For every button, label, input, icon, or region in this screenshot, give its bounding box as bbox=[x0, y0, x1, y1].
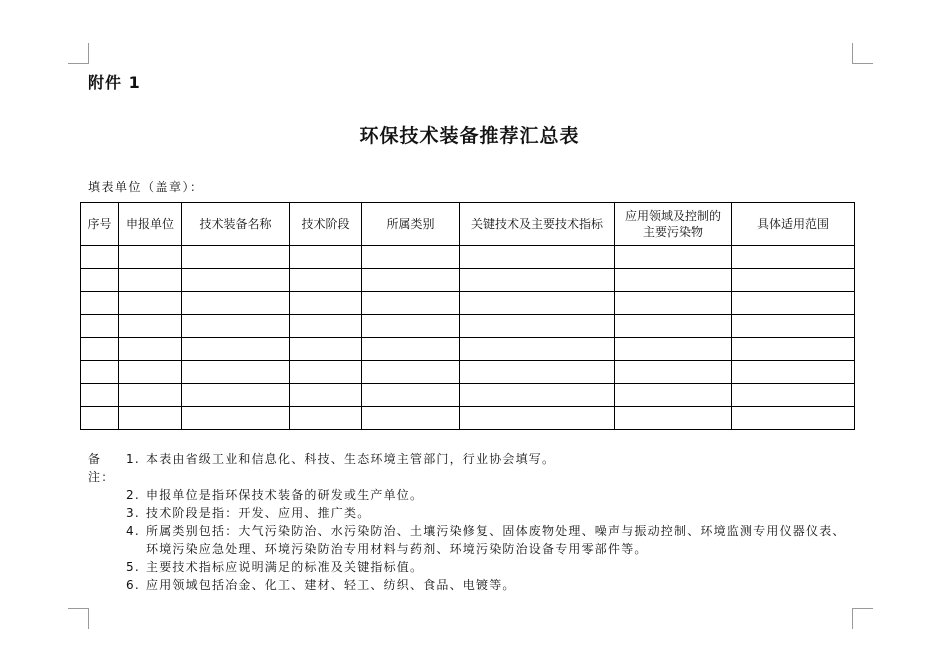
note-item bbox=[88, 504, 858, 522]
table-cell bbox=[81, 338, 119, 361]
table-cell bbox=[81, 407, 119, 430]
table-cell bbox=[290, 246, 362, 269]
table-cell bbox=[81, 269, 119, 292]
table-cell bbox=[732, 315, 855, 338]
table-cell bbox=[615, 292, 732, 315]
table-cell bbox=[615, 384, 732, 407]
note-number: 2. bbox=[126, 488, 140, 502]
note-text: 应用领域包括冶金、化工、建材、轻工、纺织、食品、电镀等。 bbox=[146, 578, 516, 592]
table-cell bbox=[119, 315, 182, 338]
table-cell bbox=[460, 338, 615, 361]
header-cell-scope: 具体适用范围 bbox=[732, 203, 855, 246]
table-header-row bbox=[81, 203, 855, 246]
table-cell bbox=[119, 269, 182, 292]
note-item bbox=[88, 558, 858, 576]
table-cell bbox=[290, 361, 362, 384]
table-cell bbox=[460, 269, 615, 292]
table-cell bbox=[119, 338, 182, 361]
table-cell bbox=[732, 246, 855, 269]
note-text: 本表由省级工业和信息化、科技、生态环境主管部门，行业协会填写。 bbox=[146, 452, 556, 466]
table-cell bbox=[732, 338, 855, 361]
table-cell bbox=[362, 407, 460, 430]
page-corner-mark-top-left bbox=[68, 43, 89, 64]
table-row bbox=[81, 246, 855, 269]
table-cell bbox=[732, 269, 855, 292]
table-cell bbox=[290, 338, 362, 361]
table-cell bbox=[81, 315, 119, 338]
attachment-label: 附件 1 bbox=[88, 73, 141, 92]
page-corner-mark-bottom-left bbox=[68, 608, 89, 629]
table-cell bbox=[290, 407, 362, 430]
table-cell bbox=[615, 315, 732, 338]
header-cell-index: 序号 bbox=[81, 203, 119, 246]
table-cell bbox=[615, 338, 732, 361]
table-cell bbox=[290, 384, 362, 407]
table-cell bbox=[182, 246, 290, 269]
note-item bbox=[88, 522, 858, 558]
table-row bbox=[81, 384, 855, 407]
table-cell bbox=[182, 292, 290, 315]
header-cell-tech-stage: 技术阶段 bbox=[290, 203, 362, 246]
note-item bbox=[88, 576, 858, 594]
summary-table bbox=[80, 202, 855, 430]
note-number: 4. bbox=[126, 524, 140, 538]
table-cell bbox=[290, 292, 362, 315]
note-text: 主要技术指标应说明满足的标准及关键指标值。 bbox=[146, 560, 424, 574]
table-cell bbox=[182, 361, 290, 384]
table-cell bbox=[460, 407, 615, 430]
note-text: 技术阶段是指：开发、应用、推广类。 bbox=[146, 506, 371, 520]
table-cell bbox=[182, 384, 290, 407]
table-cell bbox=[290, 269, 362, 292]
table-row bbox=[81, 269, 855, 292]
table-row bbox=[81, 361, 855, 384]
table-row bbox=[81, 407, 855, 430]
table-cell bbox=[81, 246, 119, 269]
note-number: 5. bbox=[126, 560, 140, 574]
note-number: 3. bbox=[126, 506, 140, 520]
note-number: 6. bbox=[126, 578, 140, 592]
table-row bbox=[81, 292, 855, 315]
table-cell bbox=[732, 407, 855, 430]
page-corner-mark-top-right bbox=[852, 43, 873, 64]
table-cell bbox=[732, 361, 855, 384]
table-cell bbox=[119, 246, 182, 269]
table-cell bbox=[615, 269, 732, 292]
header-cell-key-tech: 关键技术及主要技术指标 bbox=[460, 203, 615, 246]
table-cell bbox=[460, 384, 615, 407]
table-cell bbox=[460, 361, 615, 384]
table-cell bbox=[615, 246, 732, 269]
table-cell bbox=[362, 292, 460, 315]
table-cell bbox=[615, 361, 732, 384]
header-cell-applicant: 申报单位 bbox=[119, 203, 182, 246]
table-row bbox=[81, 338, 855, 361]
note-item bbox=[88, 450, 858, 486]
note-number: 1. bbox=[126, 452, 140, 466]
table-cell bbox=[460, 315, 615, 338]
table-cell bbox=[182, 338, 290, 361]
table-cell bbox=[119, 384, 182, 407]
table-cell bbox=[182, 407, 290, 430]
table-cell bbox=[182, 315, 290, 338]
table-cell bbox=[460, 292, 615, 315]
table-cell bbox=[119, 292, 182, 315]
note-text: 申报单位是指环保技术装备的研发或生产单位。 bbox=[146, 488, 424, 502]
table-cell bbox=[81, 384, 119, 407]
header-cell-application-field: 应用领域及控制的主要污染物 bbox=[615, 203, 732, 246]
table-cell bbox=[732, 292, 855, 315]
notes-lead-label: 备注： bbox=[88, 452, 115, 484]
table-cell bbox=[81, 292, 119, 315]
page-title: 环保技术装备推荐汇总表 bbox=[359, 125, 580, 147]
table-cell bbox=[615, 407, 732, 430]
notes-section bbox=[88, 450, 858, 594]
table-cell bbox=[362, 384, 460, 407]
table-cell bbox=[119, 361, 182, 384]
table-row bbox=[81, 315, 855, 338]
note-item bbox=[88, 486, 858, 504]
table-cell bbox=[182, 269, 290, 292]
table-cell bbox=[460, 246, 615, 269]
table-cell bbox=[362, 269, 460, 292]
header-cell-equipment-name: 技术装备名称 bbox=[182, 203, 290, 246]
header-cell-category: 所属类别 bbox=[362, 203, 460, 246]
table-cell bbox=[362, 246, 460, 269]
fill-unit-label: 填表单位（盖章）： bbox=[88, 180, 204, 194]
table-body bbox=[81, 246, 855, 430]
table-cell bbox=[362, 315, 460, 338]
table-cell bbox=[81, 361, 119, 384]
page-corner-mark-bottom-right bbox=[852, 608, 873, 629]
table-cell bbox=[119, 407, 182, 430]
table-cell bbox=[362, 338, 460, 361]
table-cell bbox=[732, 384, 855, 407]
table-cell bbox=[290, 315, 362, 338]
table-cell bbox=[362, 361, 460, 384]
note-text: 所属类别包括：大气污染防治、水污染防治、土壤污染修复、固体废物处理、噪声与振动控制、环境监测专用仪器仪表、环境污染应急处理、环境污染防治专用材料与药剂、环境污染防治设备专用零部件等。 bbox=[146, 524, 846, 556]
